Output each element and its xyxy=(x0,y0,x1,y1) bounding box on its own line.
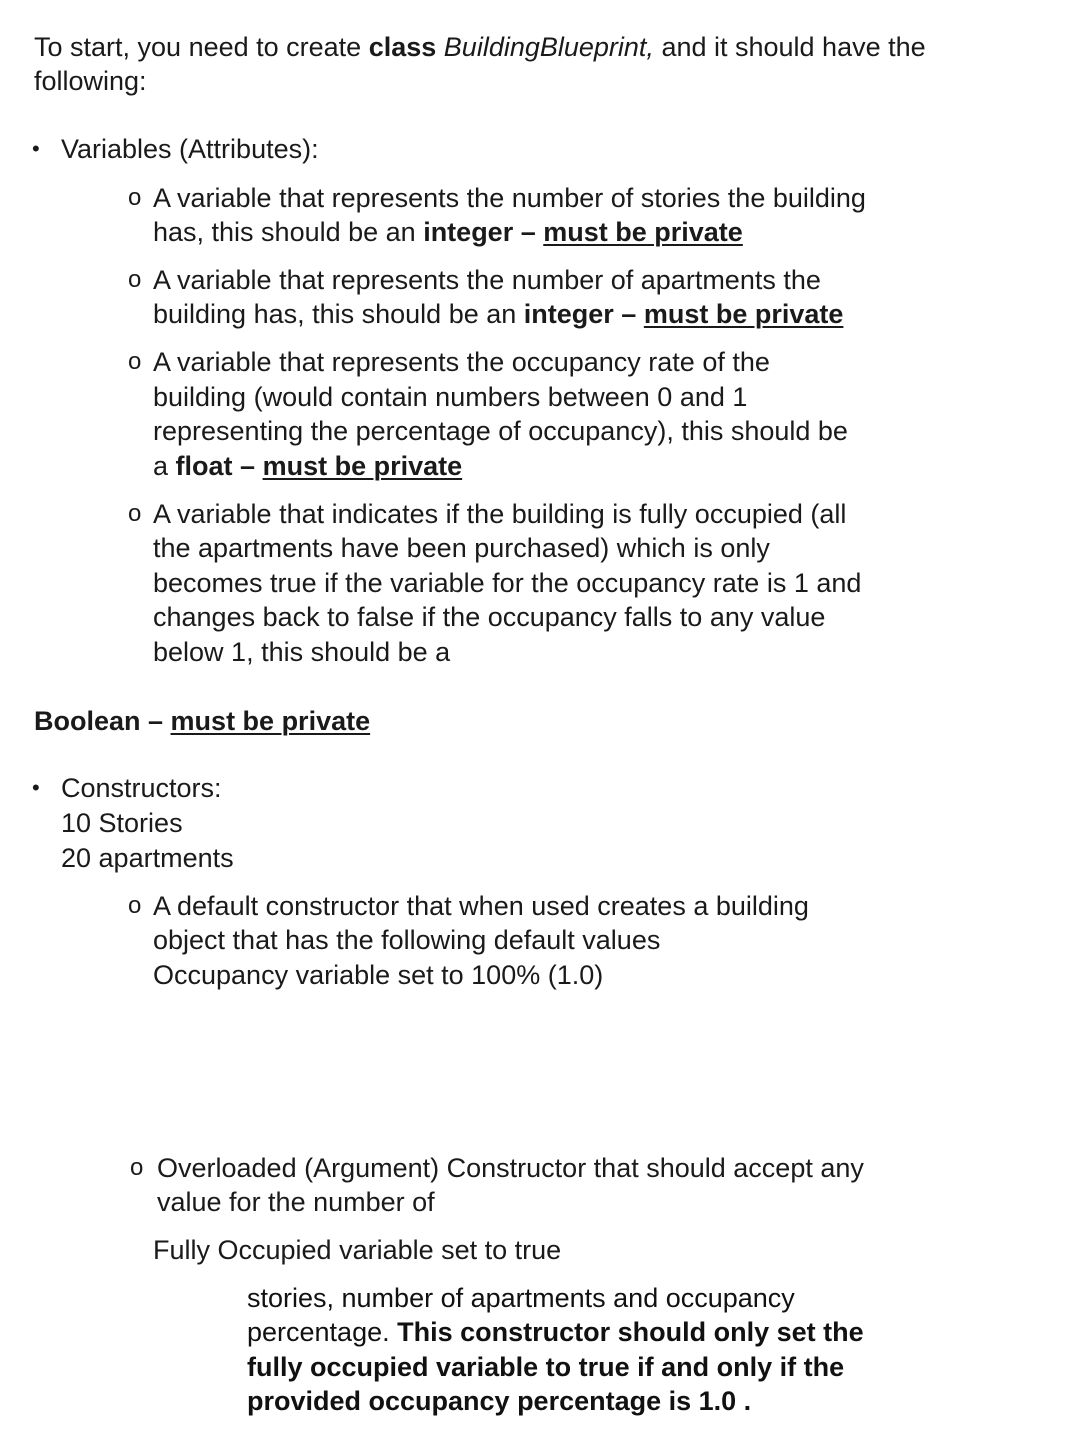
intro-line-2: following: xyxy=(34,66,147,96)
dash: – xyxy=(513,217,544,247)
stories-default: 10 Stories xyxy=(61,808,183,838)
circle-bullet-icon: o xyxy=(128,500,142,527)
boolean-line xyxy=(34,704,370,738)
overloaded-constructor-line-4 xyxy=(247,1315,864,1349)
variable-item-4-line-4: changes back to false if the occupancy falls to any value xyxy=(153,602,826,632)
type-integer: integer xyxy=(423,217,514,247)
circle-bullet-icon: o xyxy=(128,892,142,919)
overloaded-constructor-line-2: value for the number of xyxy=(157,1187,435,1217)
default-constructor-line-3: Occupancy variable set to 100% (1.0) xyxy=(153,960,604,990)
bullet-icon: • xyxy=(32,136,40,161)
intro-text: To start, you need to create xyxy=(34,32,369,62)
overloaded-constructor-line-3: stories, number of apartments and occupancy xyxy=(247,1283,795,1313)
constructors-heading: Constructors: xyxy=(61,773,222,803)
circle-bullet-icon: o xyxy=(128,266,142,293)
must-be-private: must be private xyxy=(543,217,743,247)
text: a xyxy=(153,451,176,481)
variables-heading: Variables (Attributes): xyxy=(61,134,319,164)
intro-text-end: and it should have the xyxy=(653,32,926,62)
variable-item-4-line-5: below 1, this should be a xyxy=(153,637,451,667)
type-integer: integer xyxy=(523,299,614,329)
variable-item-2-line-2 xyxy=(153,297,843,331)
dash: – xyxy=(232,451,263,481)
variable-item-4-line-2: the apartments have been purchased) which is only xyxy=(153,533,770,563)
must-be-private: must be private xyxy=(643,299,844,329)
default-constructor-line-2: object that has the following default values xyxy=(153,925,661,955)
must-be-private: must be private xyxy=(170,706,371,736)
dash: – xyxy=(140,706,171,736)
variable-item-1-line-1: A variable that represents the number of stories the building xyxy=(153,183,866,213)
overloaded-constructor-line-1: Overloaded (Argument) Constructor that should accept any xyxy=(157,1153,864,1183)
class-keyword: class xyxy=(368,32,437,62)
circle-bullet-icon: o xyxy=(128,184,142,211)
default-constructor-line-1: A default constructor that when used creates a building xyxy=(153,891,809,921)
circle-bullet-icon: o xyxy=(130,1154,144,1181)
dash: – xyxy=(613,299,644,329)
must-be-private: must be private xyxy=(262,451,463,481)
overloaded-constructor-line-6: provided occupancy percentage is 1.0 . xyxy=(247,1386,752,1416)
variable-item-3-line-4 xyxy=(153,449,462,483)
variable-item-3-line-3: representing the percentage of occupancy), this should be xyxy=(153,416,848,446)
bold-rule: This constructor should only set the xyxy=(397,1317,864,1347)
class-name: BuildingBlueprint, xyxy=(443,32,654,62)
type-boolean: Boolean xyxy=(34,706,141,736)
text: building has, this should be an xyxy=(153,299,524,329)
apartments-default: 20 apartments xyxy=(61,843,234,873)
text: has, this should be an xyxy=(153,217,424,247)
variable-item-4-line-1: A variable that indicates if the building is fully occupied (all xyxy=(153,499,847,529)
overloaded-constructor-line-5: fully occupied variable to true if and only if the xyxy=(247,1352,845,1382)
fully-occupied-default: Fully Occupied variable set to true xyxy=(153,1235,562,1265)
variable-item-3-line-2: building (would contain numbers between 0 and 1 xyxy=(153,382,748,412)
variable-item-3-line-1: A variable that represents the occupancy rate of the xyxy=(153,347,770,377)
variable-item-4-line-3: becomes true if the variable for the occupancy rate is 1 and xyxy=(153,568,862,598)
variable-item-1-line-2 xyxy=(153,215,743,249)
circle-bullet-icon: o xyxy=(128,348,142,375)
bullet-icon: • xyxy=(32,775,40,800)
text: percentage. xyxy=(247,1317,398,1347)
type-float: float xyxy=(175,451,233,481)
intro-line-1 xyxy=(34,30,926,64)
variable-item-2-line-1: A variable that represents the number of apartments the xyxy=(153,265,821,295)
